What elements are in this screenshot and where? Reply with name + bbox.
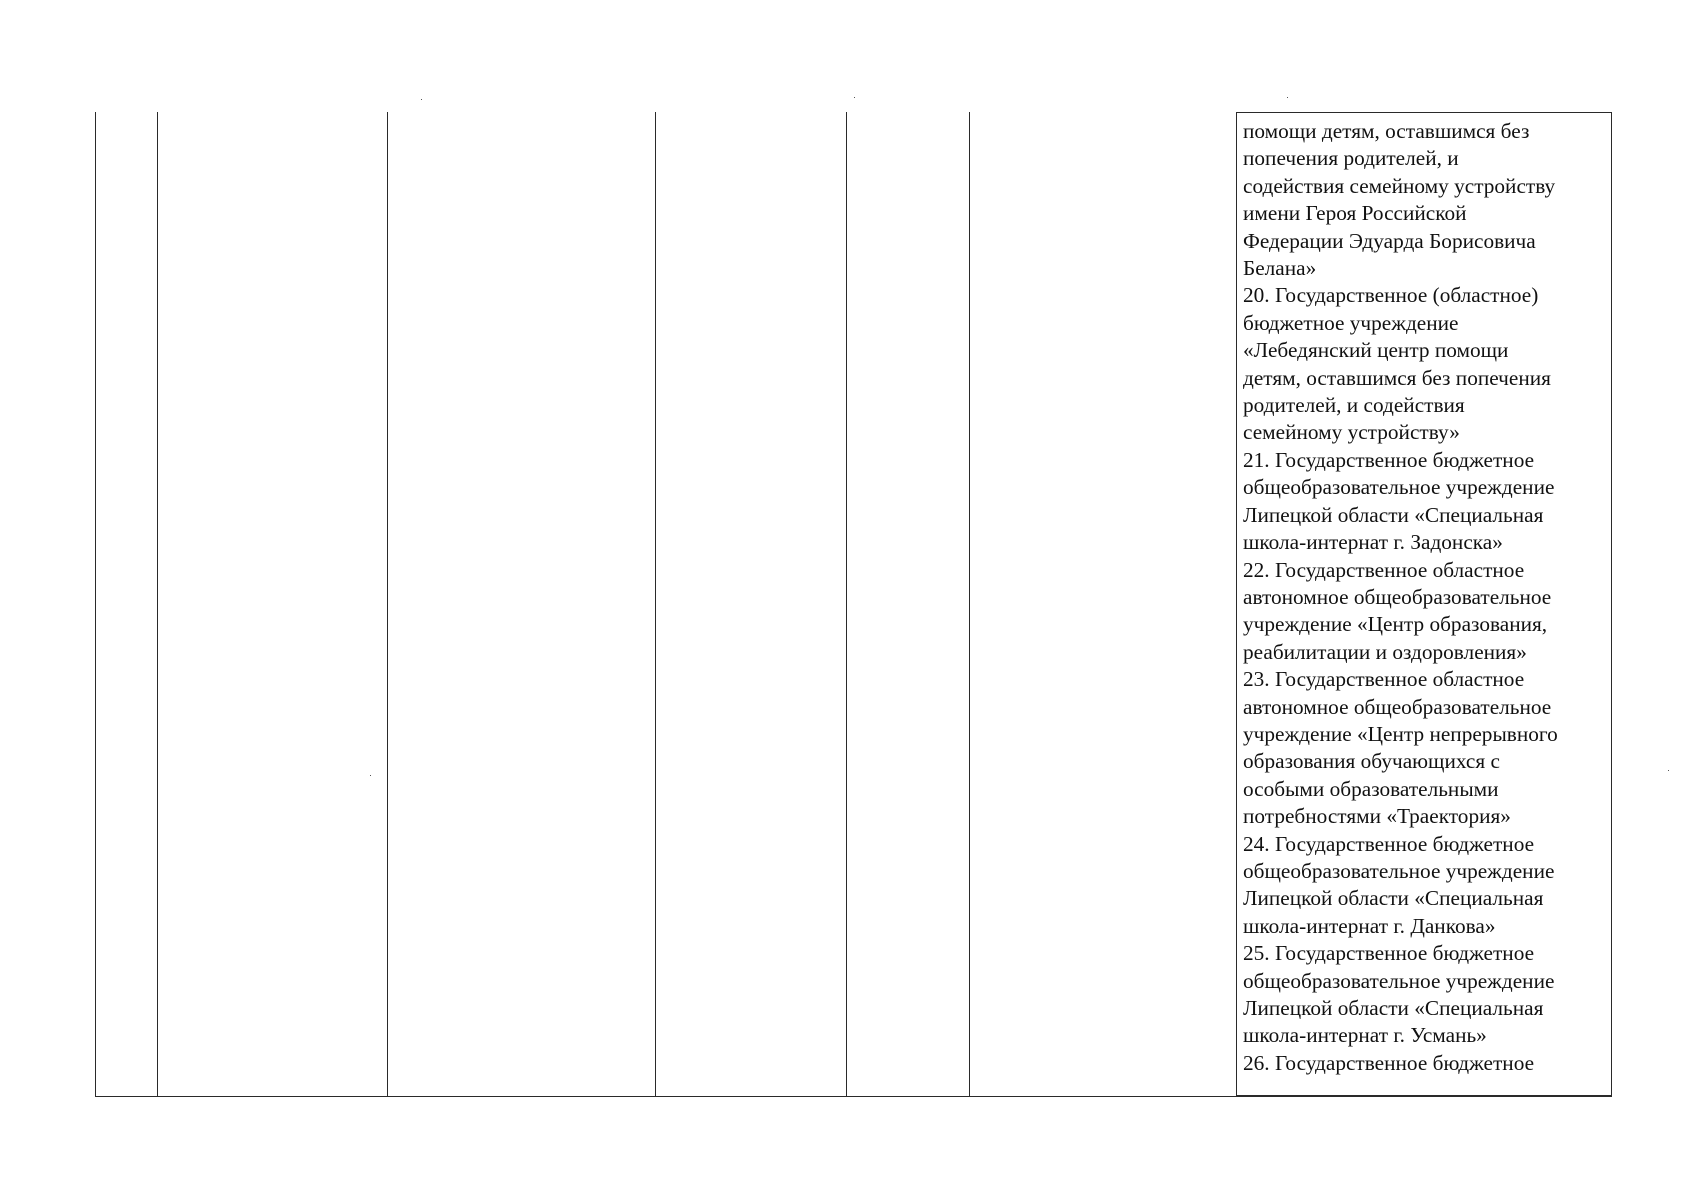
column-divider-2 — [387, 112, 388, 1096]
table-border-bottom — [95, 1096, 1612, 1097]
column-divider-5 — [969, 112, 970, 1096]
scan-speck — [1668, 770, 1669, 771]
scan-speck — [421, 99, 422, 100]
column-divider-1 — [157, 112, 158, 1096]
scan-speck — [854, 97, 855, 98]
scan-speck — [370, 775, 371, 776]
scan-speck — [1287, 97, 1288, 98]
table-border-left — [95, 112, 96, 1096]
column-divider-4 — [846, 112, 847, 1096]
organization-list-text: помощи детям, оставшимся без попечения родителей, и содействия семейному устройству имени Героя Российской Федерации Эдуарда Борисовича Белана» 20. Государственное (областное) бюджетное учреждение «Лебедянский центр помощи детям, оставшимся без попечения родителей, и содействия семейному устройству» 21. Государственное бюджетное общеобразовательное учреждение Липецкой области «Специальная школа-интернат г. Задонска» 22. Государственное областное автономное общеобразовательное учреждение «Центр образования, реабилитации и оздоровления» 23. Государственное областное автономное общеобразовательное учреждение «Центр непрерывного образования обучающихся с особыми образовательными потребностями «Траектория» 24. Государственное бюджетное общеобразовательное учреждение Липецкой области «Специальная школа-интернат г. Данкова» 25. Государственное бюджетное общеобразовательное учреждение Липецкой области «Специальная школа-интернат г. Усмань» 26. Государственное бюджетное — [1243, 119, 1558, 1075]
column-divider-3 — [655, 112, 656, 1096]
